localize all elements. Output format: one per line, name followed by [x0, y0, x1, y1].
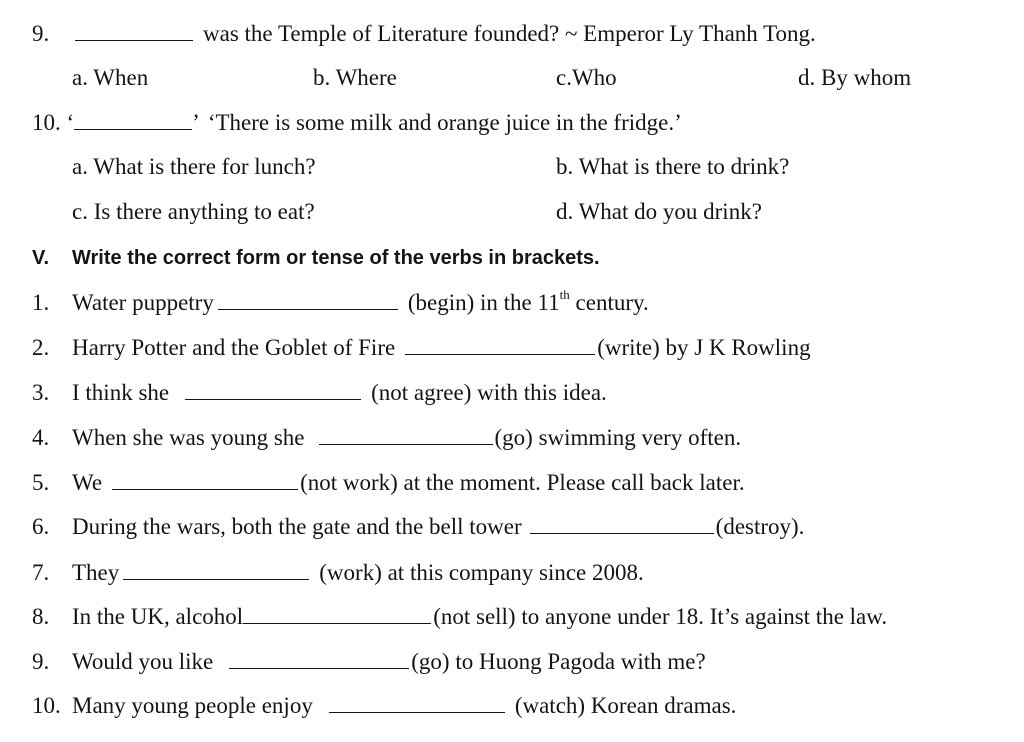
- item-text-after-2: century.: [569, 290, 649, 315]
- option-a: a. What is there for lunch?: [72, 154, 316, 179]
- option-b: b. Where: [313, 65, 397, 90]
- question-number: 10.: [32, 110, 61, 135]
- exercise-item-5: [32, 469, 745, 497]
- item-number: 7.: [32, 560, 50, 585]
- option-a: a. When: [72, 65, 149, 90]
- exercise-item-7: [32, 559, 644, 587]
- item-text-before: We: [72, 470, 103, 495]
- section-title: Write the correct form or tense of the verbs in brackets.: [72, 247, 600, 269]
- item-number: 2.: [32, 335, 50, 360]
- option-d: d. What do you drink?: [556, 199, 762, 224]
- item-number: 10.: [32, 693, 61, 718]
- answer-blank[interactable]: [112, 471, 298, 490]
- question-number: 9.: [32, 21, 50, 46]
- exercise-item-2: [32, 334, 811, 362]
- answer-blank[interactable]: [185, 381, 361, 400]
- item-text-after: (write) by J K Rowling: [597, 335, 811, 360]
- exercise-item-9: [32, 648, 706, 676]
- option-c: c. Is there anything to eat?: [72, 199, 315, 224]
- item-text-before: When she was young she: [72, 425, 305, 450]
- option-d: d. By whom: [798, 65, 912, 90]
- answer-blank[interactable]: [319, 426, 493, 445]
- item-number: 3.: [32, 380, 50, 405]
- item-text-after: (not work) at the moment. Please call back later.: [300, 470, 745, 495]
- item-text-after: (begin) in the 11: [407, 290, 560, 315]
- option-b: b. What is there to drink?: [556, 154, 790, 179]
- item-text-before: Many young people enjoy: [72, 693, 313, 718]
- answer-blank[interactable]: [329, 694, 505, 713]
- question-text: was the Temple of Literature founded? ~ Emperor Ly Thanh Tong.: [203, 21, 816, 46]
- item-number: 8.: [32, 604, 50, 629]
- item-text-before: I think she: [72, 380, 170, 405]
- section-heading: [32, 244, 600, 272]
- item-text-before: Harry Potter and the Goblet of Fire: [72, 335, 396, 360]
- item-text-before: In the UK, alcohol: [72, 604, 244, 629]
- item-number: 9.: [32, 649, 50, 674]
- exercise-item-10: [32, 692, 736, 720]
- question-text: ‘There is some milk and orange juice in the fridge.’: [207, 110, 682, 135]
- item-number: 4.: [32, 425, 50, 450]
- option-c: c.Who: [556, 65, 617, 90]
- answer-blank[interactable]: [243, 605, 431, 624]
- exercise-item-6: [32, 513, 804, 541]
- item-text-after: (watch) Korean dramas.: [514, 693, 737, 718]
- item-text-after: (go) to Huong Pagoda with me?: [411, 649, 706, 674]
- superscript-th: th: [559, 287, 570, 302]
- item-text-before: Water puppetry: [72, 290, 214, 315]
- answer-blank[interactable]: [75, 22, 193, 41]
- item-text-after: (destroy).: [715, 514, 805, 539]
- item-number: 5.: [32, 470, 50, 495]
- exercise-item-1: [32, 289, 649, 317]
- item-text-before: They: [72, 560, 120, 585]
- answer-blank[interactable]: [530, 515, 714, 534]
- answer-blank[interactable]: [74, 111, 192, 130]
- open-quote: ‘: [66, 110, 75, 135]
- section-label: V.: [32, 247, 50, 269]
- item-text-after: (work) at this company since 2008.: [319, 560, 644, 585]
- close-quote: ’: [192, 110, 200, 135]
- mc-question-10: [32, 109, 682, 137]
- answer-blank[interactable]: [218, 291, 398, 310]
- item-text-before: Would you like: [72, 649, 214, 674]
- answer-blank[interactable]: [229, 650, 409, 669]
- item-text-after: (go) swimming very often.: [494, 425, 742, 450]
- item-number: 1.: [32, 290, 50, 315]
- exercise-item-3: [32, 379, 607, 407]
- item-text-after: (not sell) to anyone under 18. It’s against the law.: [433, 604, 888, 629]
- item-number: 6.: [32, 514, 50, 539]
- exercise-item-4: [32, 424, 741, 452]
- item-text-before: During the wars, both the gate and the bell tower: [72, 514, 522, 539]
- exercise-item-8: [32, 603, 887, 631]
- answer-blank[interactable]: [123, 561, 309, 580]
- mc-question-9: [32, 20, 816, 48]
- item-text-after: (not agree) with this idea.: [371, 380, 607, 405]
- answer-blank[interactable]: [405, 336, 595, 355]
